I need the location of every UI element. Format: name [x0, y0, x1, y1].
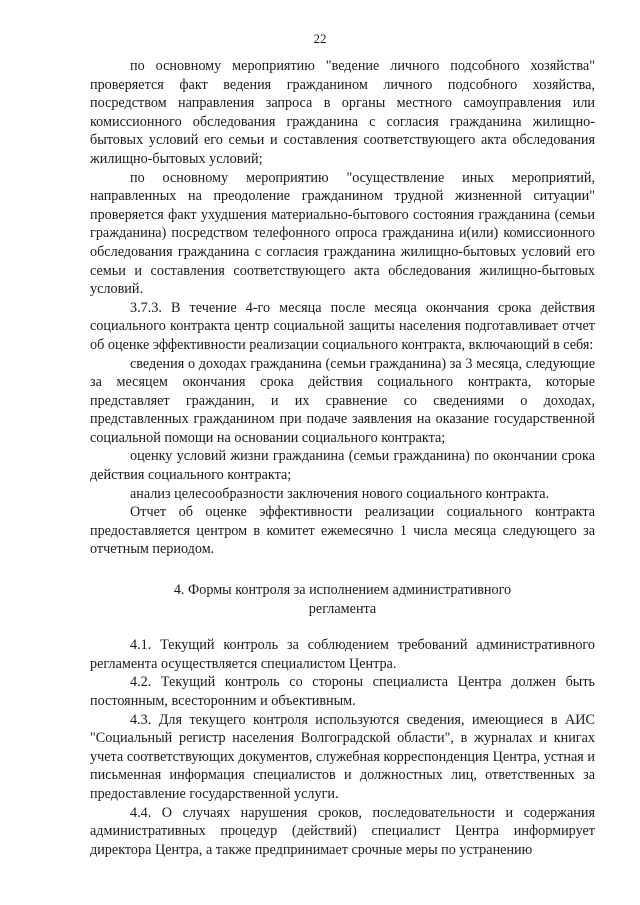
paragraph-other-measures: по основному мероприятию "осуществление иных мероприятий, направленных на преодоление гражданином трудной жизненной ситуации" проверяется факт ухудшения материально-бытового состояния гражданина (семьи гражданина) посредством телефонного опроса гражданина и(или) комиссионного обследования гражданина с согласия гражданина жилищно-бытовых условий его семьи и составления соответствующего акта обследования жилищно-бытовых условий. — [90, 169, 595, 298]
paragraph-report-submission: Отчет об оценке эффективности реализации социального контракта предоставляется центром в комитет ежемесячно 1 числа месяца следующего за отчетным периодом. — [90, 504, 595, 558]
section-heading-line1: 4. Формы контроля за исполнением административного — [173, 582, 512, 599]
paragraph-new-contract-analysis: анализ целесообразности заключения нового социального контракта. — [130, 485, 550, 502]
paragraph-living-conditions: оценку условий жизни гражданина (семьи гражданина) по окончании срока действия социального контракта; — [90, 448, 595, 484]
section-heading-line2: регламента — [308, 600, 377, 617]
paragraph-4-1: 4.1. Текущий контроль за соблюдением требований административного регламента осуществляется специалистом Центра. — [90, 637, 595, 672]
paragraph-4-4: 4.4. О случаях нарушения сроков, последовательности и содержания административных процедур (действий) специалист Центра информирует директора Центра, а также предпринимает срочные меры по устранению — [90, 804, 595, 858]
paragraph-4-2: 4.2. Текущий контроль со стороны специалиста Центра должен быть постоянным, всесторонним и объективным. — [90, 674, 595, 709]
paragraph-4-3: 4.3. Для текущего контроля используются сведения, имеющиеся в АИС "Социальный регистр населения Волгоградской области", в журналах и книгах учета соответствующих документов, служебная корреспонденция Центра, устная и письменная информация специалистов и должностных лиц, ответственных за предоставление государственной услуги. — [90, 711, 595, 802]
paragraph-income-info: сведения о доходах гражданина (семьи гражданина) за 3 месяца, следующие за месяцем окончания срока действия социального контракта, которые представляет гражданин, и их сравнение со сведениями о доходах, представленных гражданином при подаче заявления на оказание государственной социальной помощи на основании социального контракта; — [90, 355, 595, 446]
page-number: 22 — [313, 31, 327, 46]
document-body — [90, 57, 595, 859]
section-heading — [90, 581, 595, 618]
paragraph-3-7-3: 3.7.3. В течение 4-го месяца после месяца окончания срока действия социального контракта центр социальной защиты населения подготавливает отчет об оценке эффективности реализации социального контракта, включающий в себя: — [90, 299, 595, 353]
paragraph-household-farming: по основному мероприятию "ведение личного подсобного хозяйства" проверяется факт ведения гражданином личного подсобного хозяйства, посредством направления запроса в органы местного самоуправления или комиссионного обследования гражданина с согласия гражданина жилищно-бытовых условий его семьи и составления соответствующего акта обследования жилищно-бытовых условий; — [90, 58, 595, 167]
